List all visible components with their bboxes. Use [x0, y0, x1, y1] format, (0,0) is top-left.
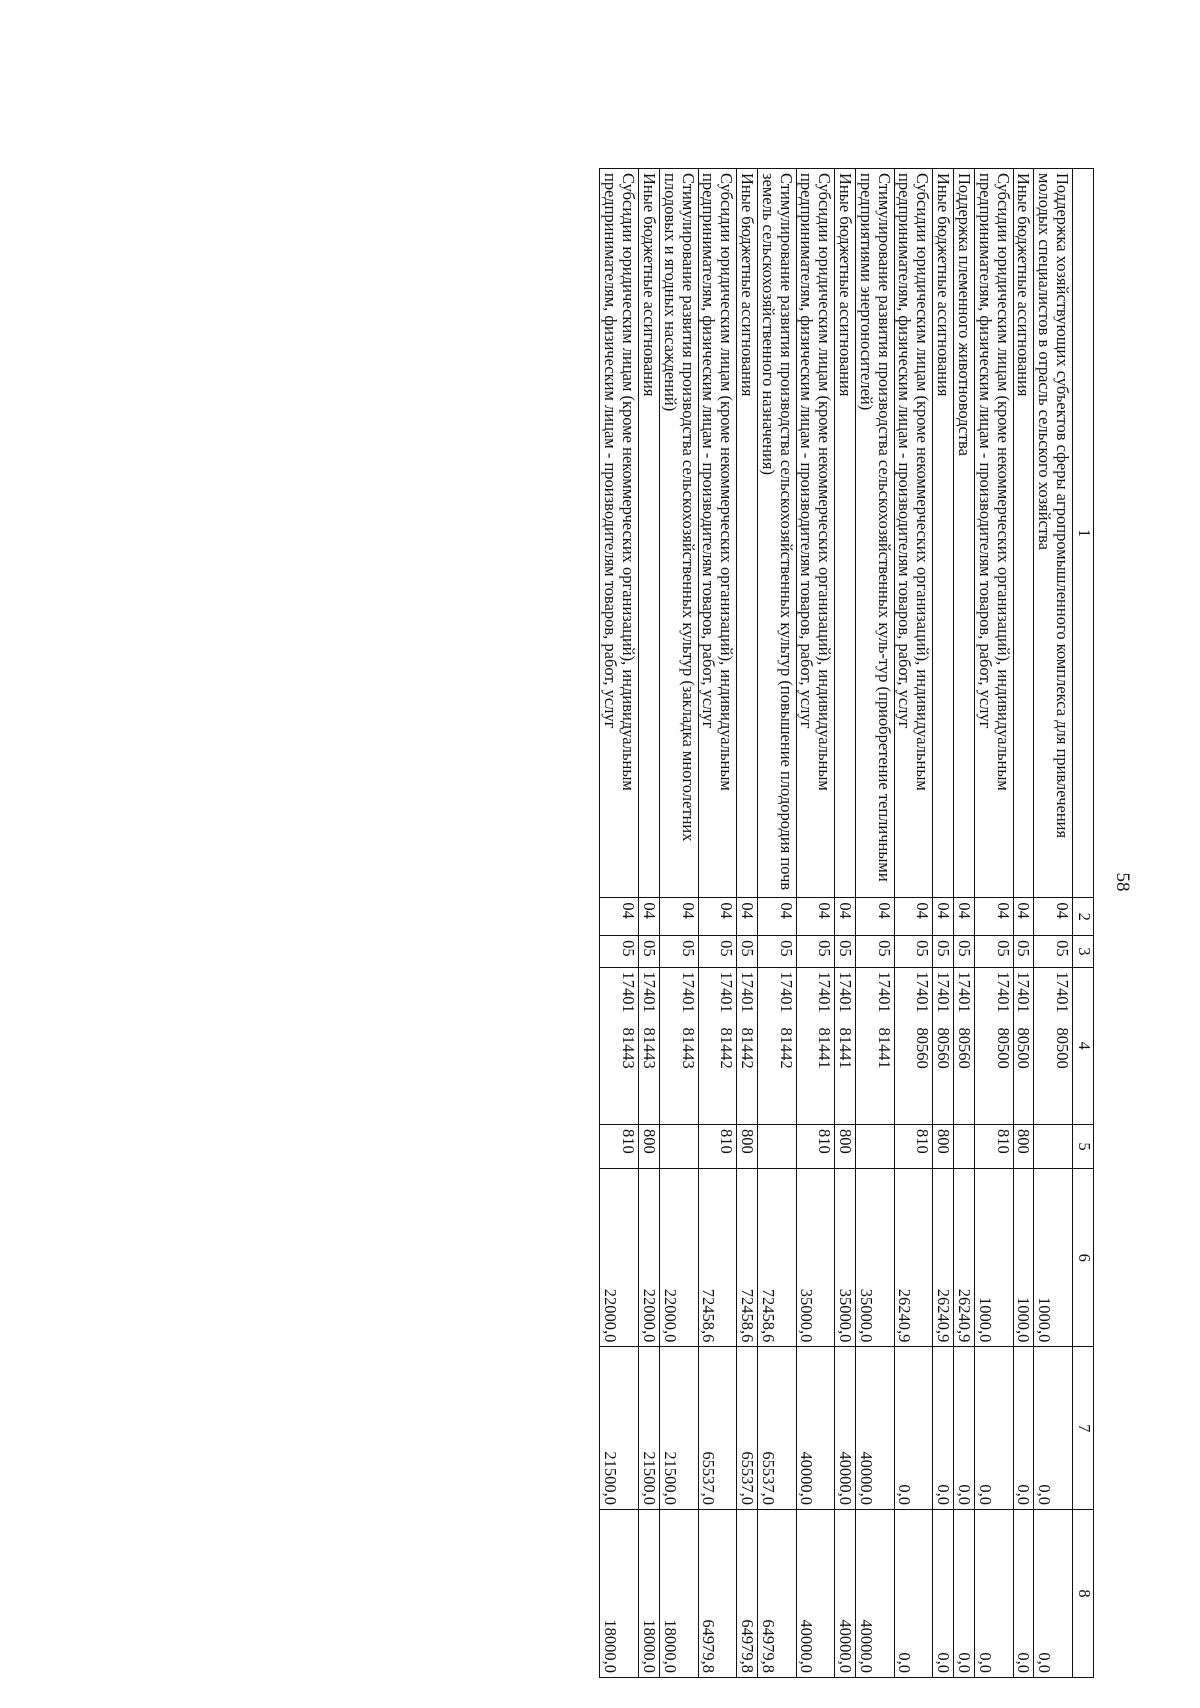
row-code-program: 17401 — [1014, 971, 1034, 1013]
row-value-col6: 72458,6 — [698, 1169, 737, 1347]
row-name: Субсидии юридическим лицам (кроме некоммерческих организаций), индивидуальным предпринимателям, физическим лицам - производителям товаров, работ, услуг — [698, 169, 737, 898]
row-code-program: 17401 — [717, 971, 737, 1013]
row-code-subsection: 05 — [796, 936, 835, 967]
row-code-subsection: 05 — [659, 936, 698, 967]
row-code-expense-type — [659, 1124, 698, 1168]
row-value-col7: 0,0 — [1034, 1347, 1073, 1510]
row-code-subsection: 05 — [894, 936, 933, 967]
row-code-section: 04 — [856, 898, 895, 936]
row-value-col6: 35000,0 — [856, 1169, 895, 1347]
row-code-section: 04 — [954, 898, 975, 936]
row-code-section: 04 — [835, 898, 856, 936]
row-code-program: 17401 — [874, 971, 894, 1013]
row-value-col8: 18000,0 — [639, 1510, 660, 1678]
row-code-expense-type: 810 — [974, 1124, 1013, 1168]
row-code-subsection: 05 — [600, 936, 639, 967]
row-code-program: 17401 — [954, 971, 974, 1013]
row-name: Иные бюджетные ассигнования — [835, 169, 856, 898]
table-row — [835, 169, 856, 1678]
header-col-4: 4 — [1073, 967, 1094, 1124]
row-code-program: 17401 — [639, 971, 659, 1013]
table-row — [758, 169, 797, 1678]
row-code-target — [758, 967, 797, 1124]
row-code-subsection: 05 — [954, 936, 975, 967]
row-code-program: 17401 — [738, 971, 757, 1013]
row-value-col6: 26240,9 — [933, 1169, 954, 1347]
row-code-section: 04 — [1034, 898, 1073, 936]
row-code-expense-type: 800 — [835, 1124, 856, 1168]
row-value-col6: 1000,0 — [1034, 1169, 1073, 1347]
row-code-expense-type: 810 — [698, 1124, 737, 1168]
row-value-col6: 26240,9 — [894, 1169, 933, 1347]
table-row — [600, 169, 639, 1678]
row-code-expense-type: 800 — [639, 1124, 660, 1168]
row-name: Стимулирование развития производства сельскохозяйственных культур (повышение плодородия почв земель сельскохозяйственного назначения) — [758, 169, 797, 898]
row-value-col8: 0,0 — [894, 1510, 933, 1678]
row-code-subsection: 05 — [698, 936, 737, 967]
row-code-expense-type: 810 — [894, 1124, 933, 1168]
row-name: Субсидии юридическим лицам (кроме некоммерческих организаций), индивидуальным предпринимателям, физическим лицам - производителям товаров, работ, услуг — [894, 169, 933, 898]
table-row — [698, 169, 737, 1678]
row-value-col7: 0,0 — [954, 1347, 975, 1510]
row-code-expense-type — [1034, 1124, 1073, 1168]
row-value-col8: 40000,0 — [835, 1510, 856, 1678]
row-code-section: 04 — [758, 898, 797, 936]
row-code-section: 04 — [659, 898, 698, 936]
row-value-col7: 40000,0 — [835, 1347, 856, 1510]
row-code-target — [954, 967, 975, 1124]
row-value-col7: 0,0 — [1013, 1347, 1034, 1510]
row-code-program: 17401 — [993, 971, 1013, 1013]
row-code-section: 04 — [737, 898, 758, 936]
header-col-6: 6 — [1073, 1169, 1094, 1347]
table-row — [796, 169, 835, 1678]
row-value-col6: 72458,6 — [758, 1169, 797, 1347]
row-value-col8: 0,0 — [1013, 1510, 1034, 1678]
header-col-1: 1 — [1073, 169, 1094, 898]
row-code-program: 17401 — [815, 971, 835, 1013]
row-code-direction: 81443 — [678, 1027, 698, 1069]
row-name: Поддержка хозяйствующих субъектов сферы агропромышленного комплекса для привлечения молодых специалистов в отрасль сельского хозяйства — [1034, 169, 1073, 898]
row-code-direction: 80500 — [993, 1027, 1013, 1069]
row-code-target — [894, 967, 933, 1124]
row-code-direction: 80500 — [1014, 1027, 1034, 1069]
row-value-col6: 72458,6 — [737, 1169, 758, 1347]
table-frame — [110, 168, 1094, 1678]
row-value-col8: 40000,0 — [796, 1510, 835, 1678]
row-code-subsection: 05 — [933, 936, 954, 967]
header-col-5: 5 — [1073, 1124, 1094, 1168]
row-value-col8: 0,0 — [933, 1510, 954, 1678]
row-code-section: 04 — [974, 898, 1013, 936]
row-code-direction: 80500 — [1053, 1027, 1072, 1069]
table-row — [1013, 169, 1034, 1678]
row-value-col7: 65537,0 — [737, 1347, 758, 1510]
row-code-subsection: 05 — [856, 936, 895, 967]
row-name: Иные бюджетные ассигнования — [933, 169, 954, 898]
row-value-col7: 0,0 — [933, 1347, 954, 1510]
row-code-direction: 81443 — [619, 1027, 639, 1069]
row-code-target — [1013, 967, 1034, 1124]
row-code-direction: 81441 — [836, 1027, 856, 1069]
row-code-section: 04 — [796, 898, 835, 936]
row-code-direction: 81442 — [776, 1027, 796, 1069]
header-row — [1073, 169, 1094, 1678]
row-code-expense-type: 800 — [737, 1124, 758, 1168]
row-code-expense-type: 800 — [933, 1124, 954, 1168]
header-col-3: 3 — [1073, 936, 1094, 967]
row-name: Иные бюджетные ассигнования — [1013, 169, 1034, 898]
row-name: Стимулирование развития производства сельскохозяйственных куль-тур (приобретение тепличными предприятиями энергоносителей) — [856, 169, 895, 898]
row-value-col8: 40000,0 — [856, 1510, 895, 1678]
table-row — [894, 169, 933, 1678]
row-code-target — [659, 967, 698, 1124]
row-value-col7: 0,0 — [894, 1347, 933, 1510]
row-code-direction: 81443 — [639, 1027, 659, 1069]
row-code-subsection: 05 — [639, 936, 660, 967]
row-code-target — [796, 967, 835, 1124]
row-code-program: 17401 — [619, 971, 639, 1013]
row-value-col8: 0,0 — [954, 1510, 975, 1678]
table-row — [954, 169, 975, 1678]
row-code-subsection: 05 — [737, 936, 758, 967]
table-body — [600, 169, 1073, 1678]
row-value-col6: 22000,0 — [600, 1169, 639, 1347]
row-value-col7: 21500,0 — [639, 1347, 660, 1510]
row-code-program: 17401 — [1053, 971, 1072, 1013]
row-code-section: 04 — [600, 898, 639, 936]
table-rotated — [110, 168, 1094, 1678]
row-value-col6: 22000,0 — [639, 1169, 660, 1347]
row-code-target — [698, 967, 737, 1124]
table-row — [933, 169, 954, 1678]
row-value-col7: 21500,0 — [600, 1347, 639, 1510]
row-code-target — [737, 967, 758, 1124]
row-name: Иные бюджетные ассигнования — [639, 169, 660, 898]
row-code-subsection: 05 — [1013, 936, 1034, 967]
row-value-col8: 64979,8 — [758, 1510, 797, 1678]
row-value-col8: 64979,8 — [737, 1510, 758, 1678]
row-value-col7: 65537,0 — [698, 1347, 737, 1510]
table-row — [856, 169, 895, 1678]
row-name: Поддержка племенного животноводства — [954, 169, 975, 898]
row-code-expense-type: 810 — [600, 1124, 639, 1168]
row-code-program: 17401 — [934, 971, 954, 1013]
row-code-target — [1034, 967, 1073, 1124]
row-code-section: 04 — [933, 898, 954, 936]
row-code-section: 04 — [894, 898, 933, 936]
row-value-col7: 65537,0 — [758, 1347, 797, 1510]
row-name: Субсидии юридическим лицам (кроме некоммерческих организаций), индивидуальным предпринимателям, физическим лицам - производителям товаров, работ, услуг — [600, 169, 639, 898]
row-code-direction: 80560 — [913, 1027, 933, 1069]
row-value-col7: 21500,0 — [659, 1347, 698, 1510]
page-number: 58 — [1112, 872, 1133, 892]
row-code-program: 17401 — [678, 971, 698, 1013]
row-code-expense-type — [954, 1124, 975, 1168]
row-value-col6: 26240,9 — [954, 1169, 975, 1347]
row-code-program: 17401 — [913, 971, 933, 1013]
row-code-program: 17401 — [836, 971, 856, 1013]
header-col-8: 8 — [1073, 1510, 1094, 1678]
table-row — [974, 169, 1013, 1678]
row-value-col6: 1000,0 — [1013, 1169, 1034, 1347]
row-value-col8: 18000,0 — [659, 1510, 698, 1678]
row-code-direction: 81442 — [738, 1027, 757, 1069]
row-code-expense-type — [758, 1124, 797, 1168]
budget-table — [600, 168, 1095, 1678]
row-code-direction: 81441 — [815, 1027, 835, 1069]
table-row — [639, 169, 660, 1678]
row-name: Субсидии юридическим лицам (кроме некоммерческих организаций), индивидуальным предпринимателям, физическим лицам - производителям товаров, работ, услуг — [796, 169, 835, 898]
row-code-expense-type: 810 — [796, 1124, 835, 1168]
row-value-col6: 35000,0 — [835, 1169, 856, 1347]
row-value-col8: 64979,8 — [698, 1510, 737, 1678]
row-code-direction: 81441 — [874, 1027, 894, 1069]
row-code-section: 04 — [698, 898, 737, 936]
table-row — [659, 169, 698, 1678]
row-value-col8: 0,0 — [974, 1510, 1013, 1678]
row-code-program: 17401 — [776, 971, 796, 1013]
row-code-direction: 80560 — [934, 1027, 954, 1069]
row-code-section: 04 — [1013, 898, 1034, 936]
row-code-direction: 80560 — [954, 1027, 974, 1069]
row-code-target — [600, 967, 639, 1124]
table-row — [1034, 169, 1073, 1678]
row-value-col7: 40000,0 — [796, 1347, 835, 1510]
row-code-target — [835, 967, 856, 1124]
row-code-target — [639, 967, 660, 1124]
row-value-col8: 0,0 — [1034, 1510, 1073, 1678]
row-code-target — [933, 967, 954, 1124]
row-name: Стимулирование развития производства сельскохозяйственных культур (закладка многолетних плодовых и ягодных насаждений) — [659, 169, 698, 898]
row-code-subsection: 05 — [835, 936, 856, 967]
row-code-target — [974, 967, 1013, 1124]
row-name: Иные бюджетные ассигнования — [737, 169, 758, 898]
row-value-col8: 18000,0 — [600, 1510, 639, 1678]
row-value-col6: 35000,0 — [796, 1169, 835, 1347]
row-code-expense-type — [856, 1124, 895, 1168]
table-row — [737, 169, 758, 1678]
row-code-target — [856, 967, 895, 1124]
row-code-direction: 81442 — [717, 1027, 737, 1069]
row-code-expense-type: 800 — [1013, 1124, 1034, 1168]
row-value-col7: 0,0 — [974, 1347, 1013, 1510]
row-value-col6: 22000,0 — [659, 1169, 698, 1347]
header-col-7: 7 — [1073, 1347, 1094, 1510]
header-col-2: 2 — [1073, 898, 1094, 936]
row-value-col6: 1000,0 — [974, 1169, 1013, 1347]
row-code-subsection: 05 — [974, 936, 1013, 967]
row-value-col7: 40000,0 — [856, 1347, 895, 1510]
row-code-subsection: 05 — [1034, 936, 1073, 967]
row-name: Субсидии юридическим лицам (кроме некоммерческих организаций), индивидуальным предпринимателям, физическим лицам - производителям товаров, работ, услуг — [974, 169, 1013, 898]
row-code-subsection: 05 — [758, 936, 797, 967]
row-code-section: 04 — [639, 898, 660, 936]
